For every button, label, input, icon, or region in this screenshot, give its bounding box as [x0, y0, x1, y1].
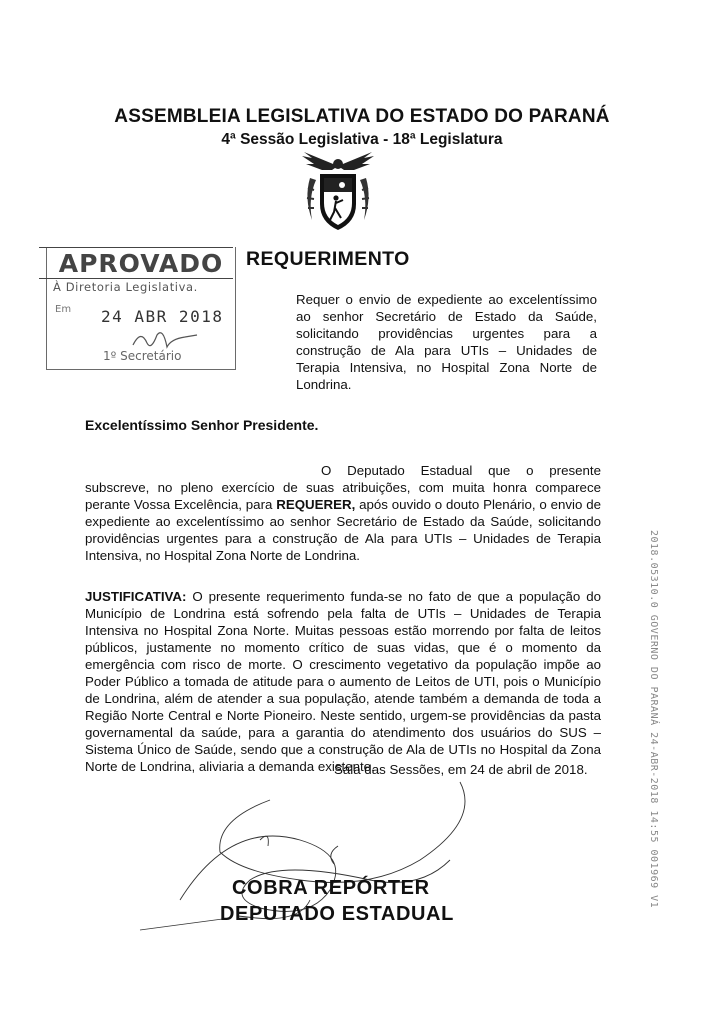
stamp-signatory: 1º Secretário	[103, 349, 182, 363]
request-text-before: O Deputado Estadual que o presente subscreve, no pleno exercício de suas atribuições, com muita honra comparece perante Vossa Excelência, para	[85, 463, 601, 512]
document-type-heading: REQUERIMENTO	[246, 248, 410, 270]
request-paragraph	[85, 462, 601, 564]
salutation: Excelentíssimo Senhor Presidente.	[85, 417, 319, 433]
stamp-destination: À Diretoria Legislativa.	[53, 280, 198, 294]
signer-role: DEPUTADO ESTADUAL	[220, 903, 454, 925]
request-text-after: após ouvido o douto Plenário, o envio de expediente ao excelentíssimo ao senhor Secretário de Estado da Saúde, solicitando providências urgentes para a construção de Ala para UTIs – Unidades de Terapia Intensiva, no Hospital Zona Norte de Londrina.	[85, 497, 602, 563]
protocol-stamp: 2018.05310.0 GOVERNO DO PARANÁ 24-ABR-2018 14:55 001969 V1	[648, 530, 659, 909]
stamp-title: APROVADO	[58, 249, 224, 278]
parana-coat-of-arms-icon	[298, 148, 378, 234]
stamp-em-label: Em	[55, 304, 72, 315]
document-summary: Requer o envio de expediente ao excelentíssimo ao senhor Secretário de Estado da Saúde, solicitando providências urgentes para a construção de Ala para UTIs – Unidades de Terapia Intensiva, no Hospital Zona Norte de Londrina.	[296, 292, 597, 392]
institution-title: ASSEMBLEIA LEGISLATIVA DO ESTADO DO PARANÁ	[114, 106, 610, 127]
justification-paragraph	[85, 588, 601, 775]
session-subtitle: 4ª Sessão Legislativa - 18ª Legislatura	[221, 131, 503, 148]
justification-text: O presente requerimento funda-se no fato de que a população do Município de Londrina está sofrendo pela falta de UTIs – Unidades de Terapia Intensiva no Hospital Zona Norte. Muitas pessoas estão morrendo por falta de leitos públicos, justamente no momento crítico de suas vidas, que é o momento da emergência com risco de morte. O crescimento vegetativo da população impõe ao Poder Público a tomada de atitude para o aumento de Leitos de UTI, pois o Município de Londrina, além de atender a sua população, atende também a demanda de toda a Região Norte Central e Norte Pioneiro. Neste sentido, urgem-se providências da pasta governamental da saúde, para a garantia do atendimento dos usuários do SUS – Sistema Único de Saúde, sendo que a construção de Ala de UTIs no Hospital da Zona Norte de Londrina, aliviaria a demanda existente.	[85, 589, 601, 774]
approval-stamp	[46, 247, 236, 370]
justification-label: JUSTIFICATIVA:	[85, 589, 187, 604]
signer-name: COBRA REPÓRTER	[232, 877, 430, 899]
place-and-date: Sala das Sessões, em 24 de abril de 2018.	[334, 762, 588, 777]
stamp-date: 24 ABR 2018	[101, 307, 224, 326]
request-keyword: REQUERER,	[276, 497, 356, 512]
